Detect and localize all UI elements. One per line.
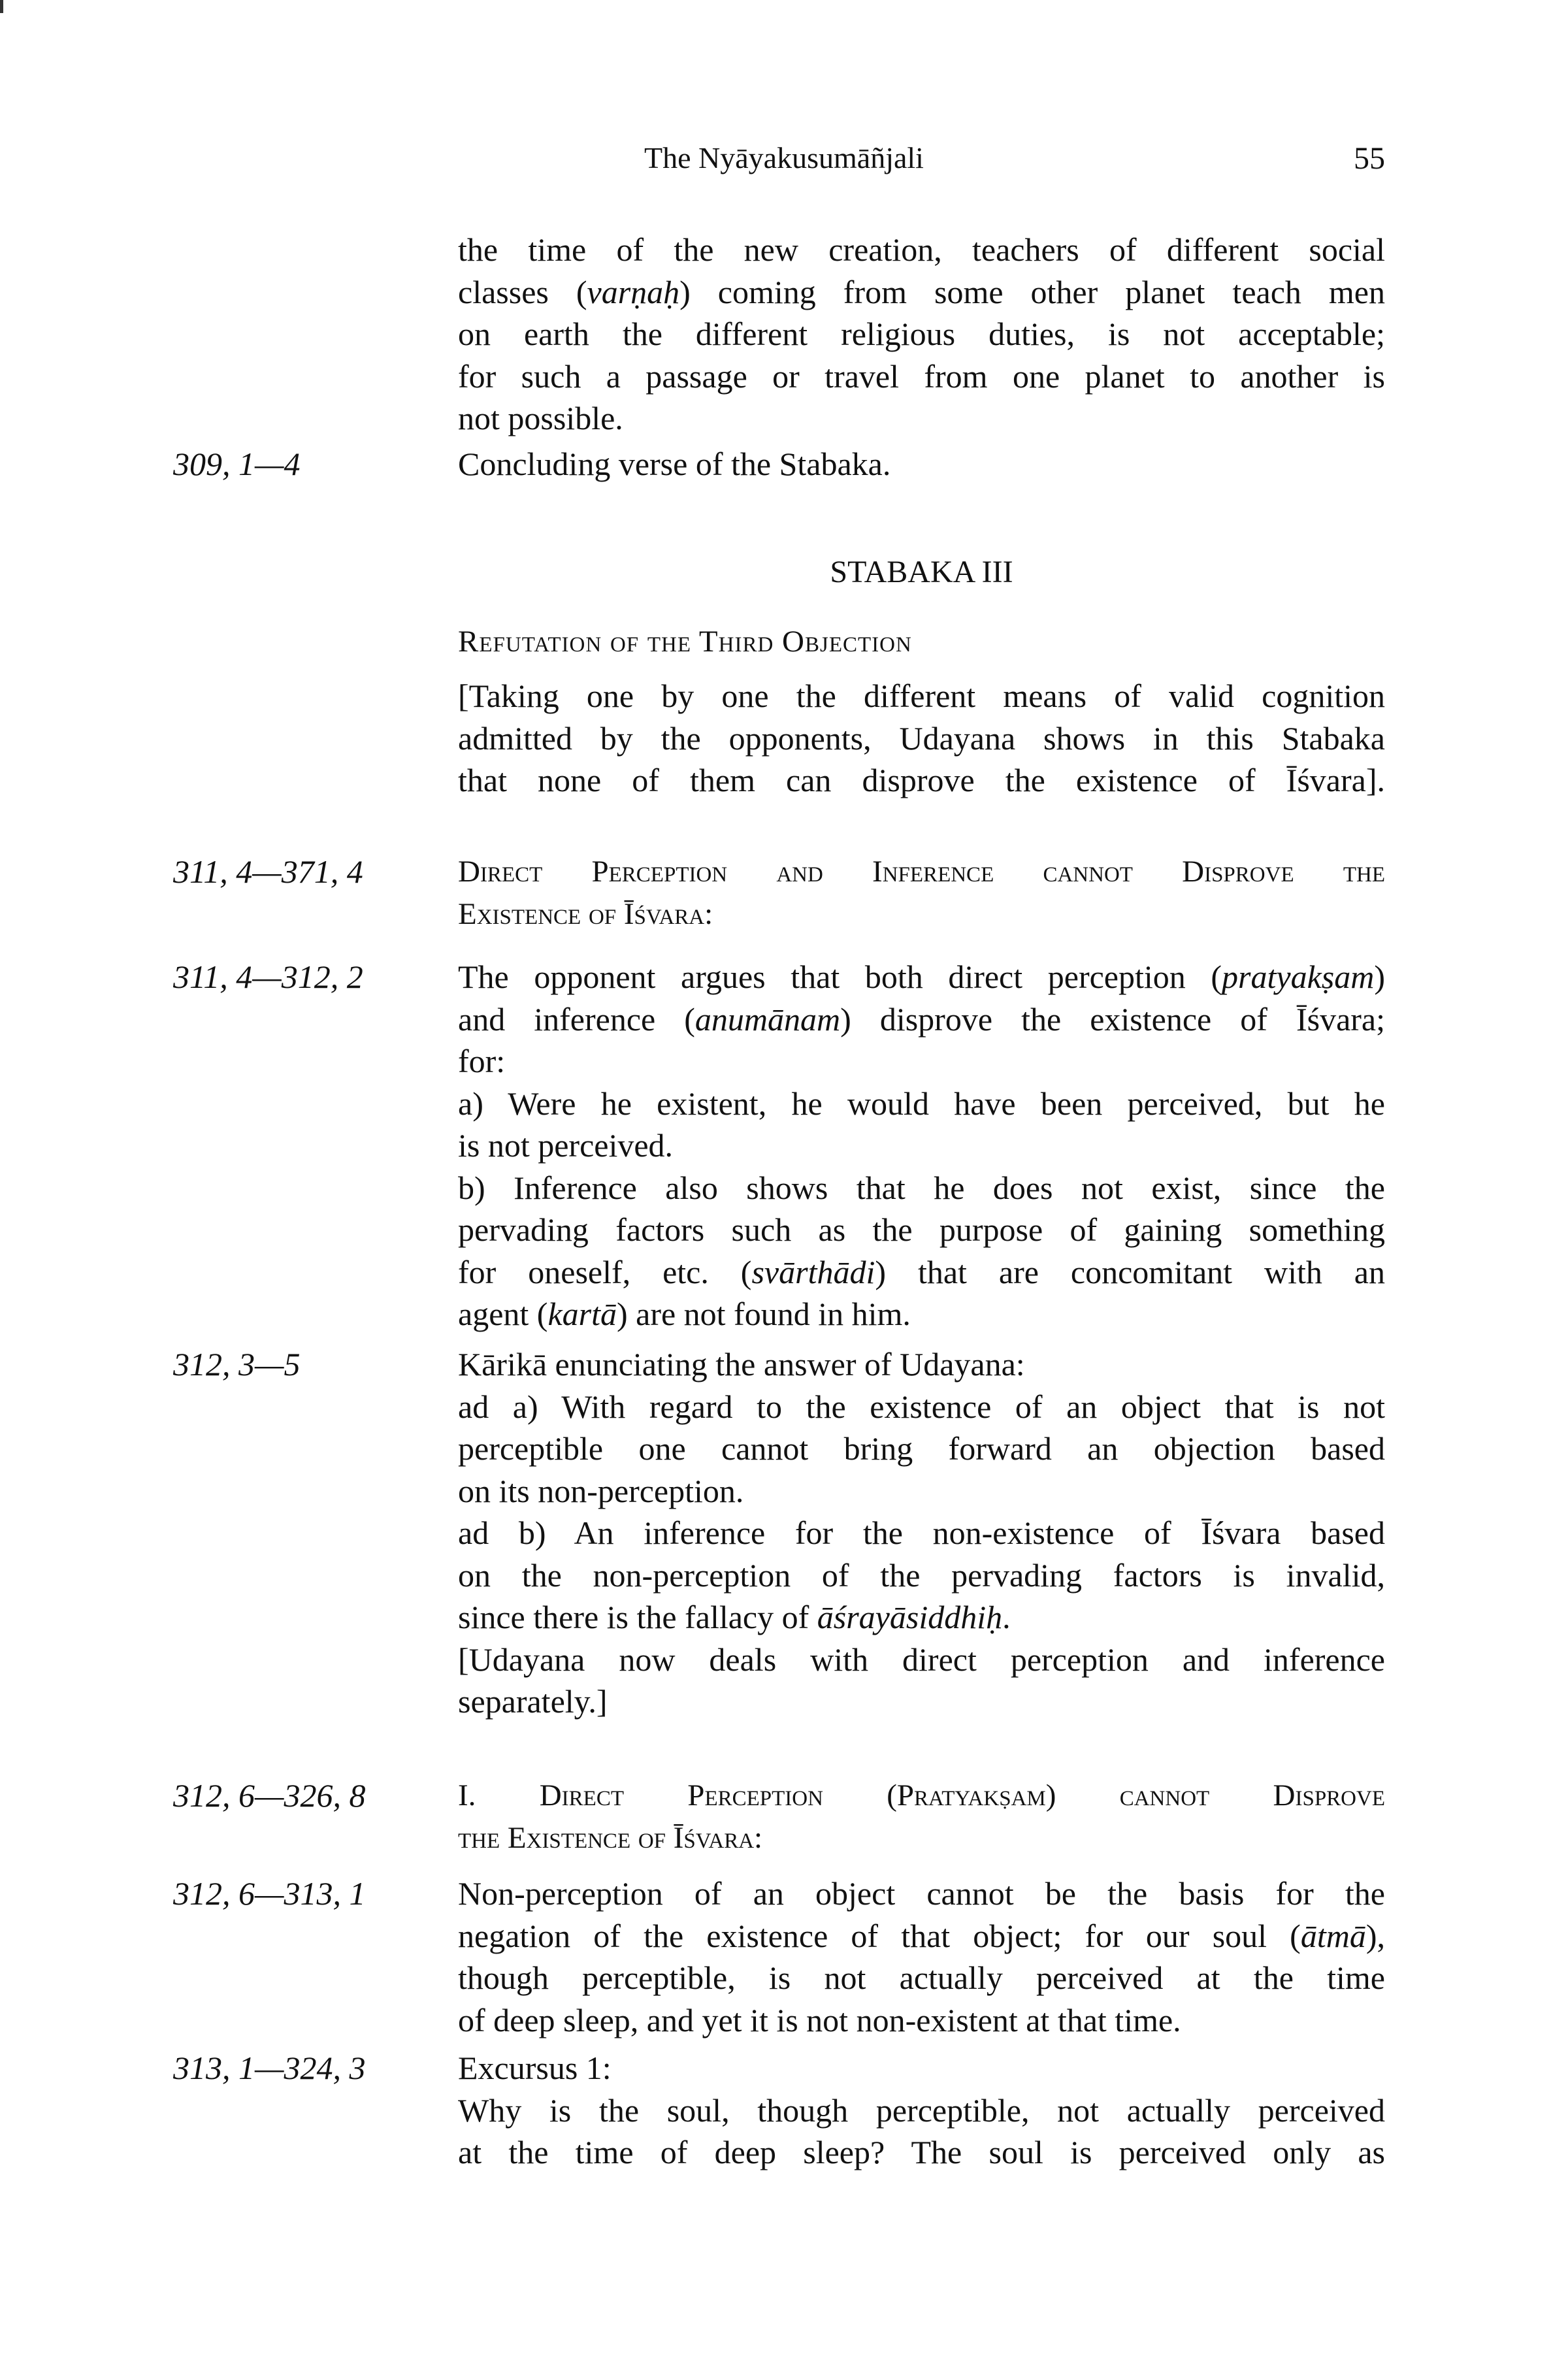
- text-line: [458, 2131, 1385, 2174]
- text-segment: and inference (: [458, 1000, 695, 1038]
- text-line: [458, 1817, 1385, 1859]
- text-line: [458, 397, 1385, 440]
- margin-reference: 311, 4—371, 4: [173, 853, 363, 890]
- scan-edge-mark: [0, 0, 3, 13]
- text-line: [458, 1083, 1385, 1125]
- text-segment: not possible.: [458, 400, 623, 436]
- text-segment: a) Were he existent, he would have been perceived, but he: [458, 1085, 1385, 1122]
- text-segment: Non-perception of an object cannot be the basis for the: [458, 1875, 1385, 1912]
- text-line: [458, 1775, 1385, 1817]
- text-segment: ) that are concomitant with an: [875, 1253, 1385, 1290]
- text-line: [458, 851, 1385, 893]
- text-line: [458, 1554, 1385, 1597]
- block-text: [458, 229, 1385, 440]
- text-segment: for such a passage or travel from one planet to another is: [458, 357, 1385, 395]
- text-line: [458, 675, 1385, 717]
- page-number: 55: [1354, 141, 1385, 176]
- block-text: [458, 621, 1385, 663]
- text-segment: ) are not found in him.: [616, 1296, 911, 1332]
- text-line: [458, 1957, 1385, 1999]
- block-text: [458, 2047, 1385, 2174]
- text-line: [458, 1124, 1385, 1167]
- italic-term: varṇaḥ: [587, 273, 680, 310]
- text-line: [458, 1251, 1385, 1294]
- text-segment: Refutation of the Third Objection: [458, 625, 912, 659]
- margin-reference: 309, 1—4: [173, 446, 301, 482]
- text-segment: admitted by the opponents, Udayana shows in this Stabaka: [458, 719, 1385, 757]
- text-segment: the time of the new creation, teachers of different social: [458, 231, 1385, 268]
- text-segment: Concluding verse of the Stabaka.: [458, 446, 891, 482]
- block-text: [458, 1343, 1385, 1723]
- text-segment: on the non-perception of the pervading factors is invalid,: [458, 1556, 1385, 1594]
- text-line: [458, 893, 1385, 936]
- text-line: [458, 759, 1385, 802]
- margin-reference: 312, 6—313, 1: [173, 1875, 366, 1912]
- margin-reference: 311, 4—312, 2: [173, 958, 363, 995]
- text-line: [458, 621, 1385, 663]
- text-line: [458, 1040, 1385, 1083]
- text-segment: Excursus 1:: [458, 2050, 612, 2086]
- block-text: [458, 956, 1385, 1335]
- text-segment: of deep sleep, and yet it is not non-existent at that time.: [458, 2001, 1181, 2038]
- text-line: [458, 551, 1385, 594]
- text-line: [458, 1386, 1385, 1428]
- text-line: [458, 1596, 1385, 1639]
- text-segment: STABAKA III: [830, 555, 1013, 589]
- text-segment: Direct Perception and Inference cannot Disprove the: [458, 855, 1385, 889]
- text-segment: pervading factors such as the purpose of gaining something: [458, 1211, 1385, 1248]
- text-line: [458, 1873, 1385, 1915]
- text-line: [458, 1999, 1385, 2042]
- text-line: [458, 956, 1385, 998]
- block-text: [458, 1873, 1385, 2041]
- text-segment: since there is the fallacy of: [458, 1599, 817, 1635]
- text-segment: on earth the different religious duties, is not acceptable;: [458, 316, 1385, 352]
- text-segment: ) coming from some other planet teach men: [679, 273, 1385, 310]
- text-line: [458, 2047, 1385, 2089]
- block-text: [458, 443, 1385, 485]
- text-segment: the Existence of Īśvara:: [458, 1820, 763, 1855]
- text-segment: Existence of Īśvara:: [458, 896, 713, 931]
- text-segment: ): [1374, 958, 1385, 995]
- text-line: [458, 1680, 1385, 1723]
- italic-term: anumānam: [694, 1000, 841, 1038]
- text-segment: that none of them can disprove the existence of Īśvara].: [458, 762, 1385, 798]
- text-segment: [Udayana now deals with direct perception and inference: [458, 1641, 1385, 1678]
- text-line: [458, 1209, 1385, 1251]
- text-segment: on its non-perception.: [458, 1472, 744, 1509]
- text-line: [458, 1343, 1385, 1386]
- text-segment: b) Inference also shows that he does not exist, since the: [458, 1169, 1385, 1206]
- text-segment: I. Direct Perception (Pratyakṣam) cannot Disprove: [458, 1778, 1385, 1812]
- text-segment: at the time of deep sleep? The soul is perceived only as: [458, 2134, 1385, 2170]
- margin-reference: 312, 3—5: [173, 1346, 301, 1383]
- text-line: [458, 443, 1385, 485]
- text-segment: ),: [1365, 1917, 1385, 1954]
- text-segment: Why is the soul, though perceptible, not actually perceived: [458, 2091, 1385, 2129]
- text-segment: though perceptible, is not actually perceived at the time: [458, 1959, 1385, 1996]
- text-segment: classes (: [458, 273, 587, 310]
- header-title: The Nyāyakusumāñjali: [644, 141, 924, 174]
- margin-reference: 312, 6—326, 8: [173, 1777, 366, 1814]
- text-line: [458, 2089, 1385, 2132]
- text-segment: is not perceived.: [458, 1127, 674, 1164]
- text-segment: negation of the existence of that object; for our soul (: [458, 1917, 1301, 1954]
- text-line: [458, 1293, 1385, 1335]
- text-segment: ad a) With regard to the existence of an object that is not: [458, 1388, 1385, 1425]
- text-line: [458, 1470, 1385, 1513]
- text-segment: perceptible one cannot bring forward an objection based: [458, 1430, 1385, 1467]
- text-line: [458, 355, 1385, 398]
- block-text: [458, 551, 1385, 594]
- italic-term: ātmā: [1300, 1917, 1366, 1954]
- italic-term: svārthādi: [751, 1253, 875, 1290]
- margin-reference: 313, 1—324, 3: [173, 2050, 366, 2086]
- text-line: [458, 1512, 1385, 1554]
- text-segment: for oneself, etc. (: [458, 1253, 752, 1290]
- text-line: [458, 271, 1385, 314]
- text-segment: Kārikā enunciating the answer of Udayana:: [458, 1346, 1025, 1383]
- text-segment: [Taking one by one the different means of valid cognition: [458, 678, 1385, 714]
- text-line: [458, 1428, 1385, 1470]
- block-text: [458, 851, 1385, 935]
- italic-term: kartā: [547, 1296, 617, 1332]
- text-segment: for:: [458, 1043, 506, 1079]
- italic-term: pratyakṣam: [1222, 958, 1375, 995]
- text-line: [458, 717, 1385, 760]
- text-segment: .: [1002, 1599, 1011, 1635]
- italic-term: āśrayāsiddhiḥ: [817, 1599, 1003, 1635]
- text-segment: ad b) An inference for the non-existence of Īśvara based: [458, 1514, 1385, 1551]
- text-line: [458, 1915, 1385, 1957]
- text-segment: separately.]: [458, 1683, 608, 1720]
- text-line: [458, 998, 1385, 1041]
- block-text: [458, 1775, 1385, 1859]
- text-line: [458, 313, 1385, 355]
- text-line: [458, 1639, 1385, 1681]
- text-segment: agent (: [458, 1296, 548, 1332]
- text-segment: The opponent argues that both direct perception (: [458, 958, 1222, 995]
- block-text: [458, 675, 1385, 802]
- text-line: [458, 1167, 1385, 1209]
- text-segment: ) disprove the existence of Īśvara;: [840, 1000, 1385, 1038]
- text-line: [458, 229, 1385, 271]
